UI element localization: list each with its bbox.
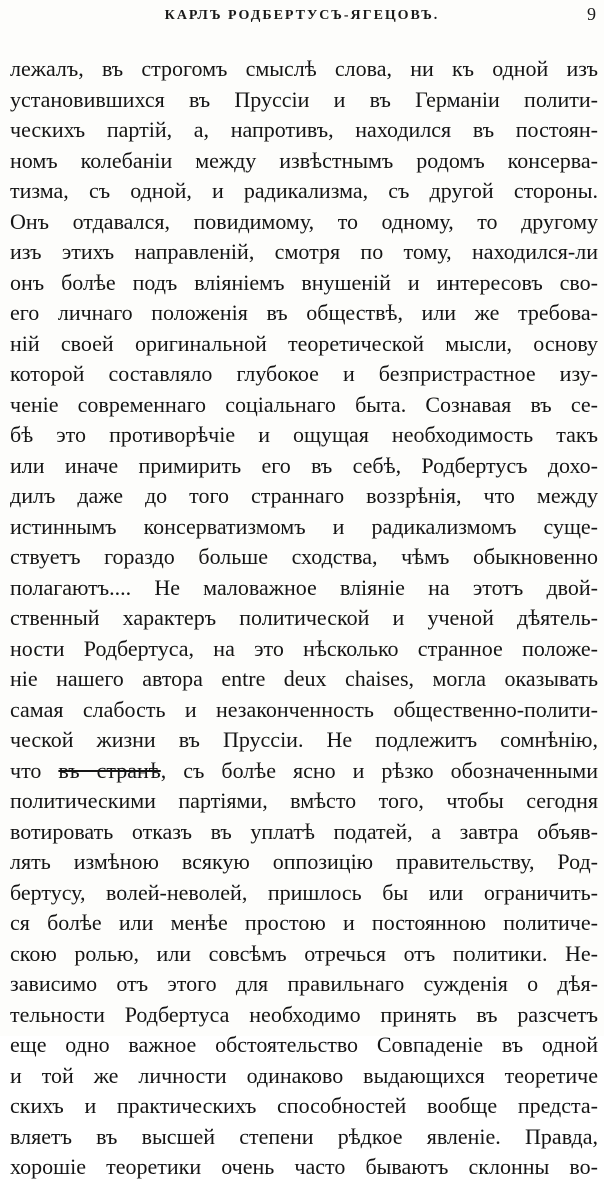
- text-line: хорошіе теоретики очень часто бываютъ склонны во-: [10, 1154, 598, 1179]
- text-line: политическими партіями, вмѣсто того, чтобы сегодня: [10, 788, 598, 813]
- text-line: ственный характеръ политической и ученой дѣятель-: [10, 605, 598, 630]
- text-line: ности Родбертуса, на это нѣсколько странное положе-: [10, 635, 598, 661]
- text-line: истиннымъ консерватизмомъ и радикализмомъ суще-: [10, 513, 598, 539]
- text-fragment: , съ болѣе ясно и рѣзко обозначенными: [160, 757, 598, 783]
- text-line: бертусу, волей-неволей, пришлось бы или ограничить-: [10, 879, 598, 905]
- text-line: онъ болѣе подъ вліяніемъ внушеній и интересовъ сво-: [10, 269, 598, 295]
- text-line: его личнаго положенія въ обществѣ, или же требова-: [10, 300, 598, 325]
- text-line: изъ этихъ направленій, смотря по тому, находился-ли: [10, 239, 598, 264]
- text-line: вляетъ въ высшей степени рѣдкое явленіе. Правда,: [10, 1123, 598, 1149]
- text-line: дилъ даже до того страннаго воззрѣнія, что между: [10, 483, 598, 508]
- running-head: [0, 4, 604, 26]
- text-line: бѣ это противорѣчіе и ощущая необходимость такъ: [10, 422, 598, 447]
- body-text: [10, 54, 598, 1183]
- text-line: тизма, съ одной, и радикализма, съ другой стороны.: [10, 178, 598, 203]
- text-line: лежалъ, въ строгомъ смыслѣ слова, ни къ одной изъ: [10, 56, 598, 81]
- text-line: ствуетъ гораздо больше сходства, чѣмъ обыкновенно: [10, 544, 598, 569]
- text-line: ческихъ партій, а, напротивъ, находился въ постоян-: [10, 117, 598, 142]
- text-line: скихъ и практическихъ способностей вообще предста-: [10, 1093, 598, 1118]
- page-number: 9: [587, 4, 596, 24]
- text-fragment: что: [10, 757, 59, 783]
- text-line: скою ролью, или совсѣмъ отречься отъ политики. Не-: [10, 940, 598, 966]
- text-line: Онъ отдавался, повидимому, то одному, то другому: [10, 208, 598, 234]
- text-line: еще одно важное обстоятельство Совпаденіе въ одной: [10, 1032, 598, 1057]
- text-line: тельности Родбертуса необходимо принять въ разсчетъ: [10, 1001, 598, 1027]
- struck-text: въ странѣ: [58, 757, 161, 783]
- text-line: ченіе современнаго соціальнаго быта. Сознавая въ се-: [10, 391, 598, 417]
- text-line: лять измѣною всякую оппозицію правительству, Род-: [10, 849, 598, 874]
- text-line: ній своей оригинальной теоретической мысли, основу: [10, 330, 598, 356]
- text-line: установившихся въ Пруссіи и въ Германіи полити-: [10, 86, 598, 112]
- text-line: ся болѣе или менѣе простою и постоянною политиче-: [10, 910, 598, 935]
- text-line-with-strikethrough: [10, 756, 598, 787]
- text-line: зависимо отъ этого для правильнаго сужденія о дѣя-: [10, 971, 598, 996]
- text-line: или иначе примирить его въ себѣ, Родбертусъ дохо-: [10, 452, 598, 478]
- text-line: полагаютъ.... Не маловажное вліяніе на этотъ двой-: [10, 574, 598, 600]
- text-line: ческой жизни въ Пруссіи. Не подлежитъ сомнѣнію,: [10, 727, 598, 752]
- running-title: КАРЛЪ РОДБЕРТУСЪ-ЯГЕЦОВЪ.: [164, 8, 440, 23]
- text-line: самая слабость и незаконченность общественно-полити-: [10, 696, 598, 722]
- text-line: номъ колебаніи между извѣстнымъ родомъ консерва-: [10, 147, 598, 173]
- text-line: которой составляло глубокое и безпристрастное изу-: [10, 361, 598, 386]
- text-line: ніе нашего автора entre deux chaises, могла оказывать: [10, 666, 598, 691]
- text-line: и той же личности одинаково выдающихся теоретиче: [10, 1062, 598, 1088]
- text-line: вотировать отказъ въ уплатѣ податей, а завтра объяв-: [10, 818, 598, 844]
